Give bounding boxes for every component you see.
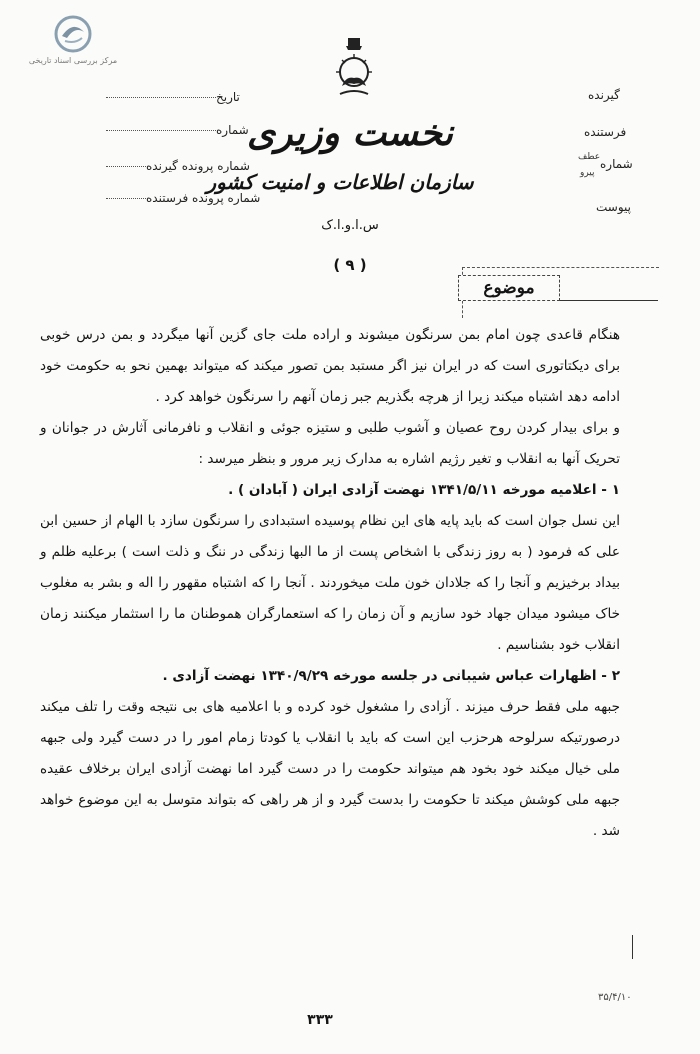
item-1-text: این نسل جوان است که باید پایه های این نظام پوسیده استبدادی را سرنگون سازد با الهام از حسین ابن علی که فرمود ( به روز زندگی با اشخاص پست از ما البها زندگی در ننگ و ذلت است ) برعلیه ظلم و بیداد برخیزیم و آنجا را که جلادان خون ملت میخوردند . آنجا را که اشتباه مقهور را اله و بشر به مغلوب خاک میشود میدان جهاد خود سازیم و آن زمان را که استعمارگران هموطنان ما را استثمار میکنند زمان انقلاب خود بشناسیم . bbox=[40, 513, 620, 653]
organization-code: س.ا.و.ا.ک bbox=[321, 218, 379, 233]
reference-bottom: پیرو bbox=[580, 168, 595, 178]
subject-underline bbox=[560, 300, 658, 301]
letter-body bbox=[40, 320, 620, 847]
receiver-label: گیرنده bbox=[588, 88, 620, 102]
receiver-number-label: شماره پرونده گیرنده bbox=[146, 159, 250, 173]
attachment-label: پیوست bbox=[596, 200, 631, 214]
reference-top: عطف bbox=[578, 152, 601, 162]
sender-field bbox=[584, 125, 626, 139]
number-label: شماره bbox=[600, 157, 633, 171]
sender-number-label: شماره پرونده فرستنده bbox=[146, 191, 261, 205]
subject-label: موضوع bbox=[458, 275, 560, 301]
lion-and-sun-emblem-icon bbox=[332, 36, 376, 100]
margin-note: ۳۵/۴/۱۰ bbox=[598, 992, 632, 1003]
receiver-field bbox=[588, 88, 620, 102]
item-2-title: ۲ - اظهارات عباس شیبانی در جلسه مورخه ۱۳۴۰/۹/۲۹ نهضت آزادی . bbox=[162, 668, 620, 684]
sender-label: فرستنده bbox=[584, 125, 627, 139]
date-field bbox=[100, 90, 240, 104]
watermark-logo bbox=[18, 14, 128, 65]
attachment-field bbox=[596, 200, 631, 214]
sender-number-field bbox=[100, 191, 260, 205]
organization-name: سازمان اطلاعات و امنیت کشور bbox=[206, 170, 474, 194]
page-footer-mark: ۳۳۳ bbox=[307, 1012, 333, 1028]
item-1-title: ۱ - اعلامیه مورخه ۱۳۴۱/۵/۱۱ نهضت آزادی ایران ( آبادان ) . bbox=[228, 482, 620, 498]
number-left-field bbox=[100, 123, 249, 137]
ministry-title: نخست وزیری bbox=[246, 112, 454, 154]
date-label: تاریخ bbox=[216, 90, 240, 104]
page-number: ( ۹ ) bbox=[333, 256, 367, 274]
item-2-text: جبهه ملی فقط حرف میزند . آزادی را مشغول خود کرده و با اعلامیه های بی نتیجه وقت را تلف میکند درصورتیکه سرلوحه هرحزب این است که باید با انقلاب یا کودتا زمام امور را در دست گیرد ولی جبهه ملی خیال میکند خود بخود هم میتواند حکومت را در دست گیرد اما نهضت آزادی ایران برخلاف عقیده جبهه ملی کوشش میکند تا حکومت را بدست گیرد و از هر راهی که بتواند متوسل به این موضوع خواهد شد . bbox=[40, 699, 620, 839]
margin-mark bbox=[632, 935, 633, 959]
number-left-label: شماره bbox=[216, 123, 249, 137]
paragraph-2: و برای بیدار کردن روح عصیان و آشوب طلبی و ستیزه جوئی و انقلاب و نافرمانی آثارش در جوانان و تحریک آنها به انقلاب و تغیر رژیم اشاره به مدارک زیر مرور و بنظر میرسد : bbox=[40, 420, 620, 467]
archive-logo-icon bbox=[53, 14, 93, 54]
paragraph-1: هنگام قاعدی چون امام بمن سرنگون میشوند و اراده ملت جای گزین آنها میگردد و بمن درس خوبی برای دیکتاتوری است که در ایران نیز اگر مستبد بمن تصور میکند که میتواند بهمین نحو به حکومت خود ادامه دهد اشتباه میکند زیرا از هرچه بگذریم جبر زمان آنهم را سرنگون خواهد کرد . bbox=[40, 327, 620, 405]
number-field bbox=[600, 157, 633, 171]
watermark-text: مرکز بررسی اسناد تاریخی bbox=[28, 56, 118, 65]
receiver-number-field bbox=[100, 159, 250, 173]
